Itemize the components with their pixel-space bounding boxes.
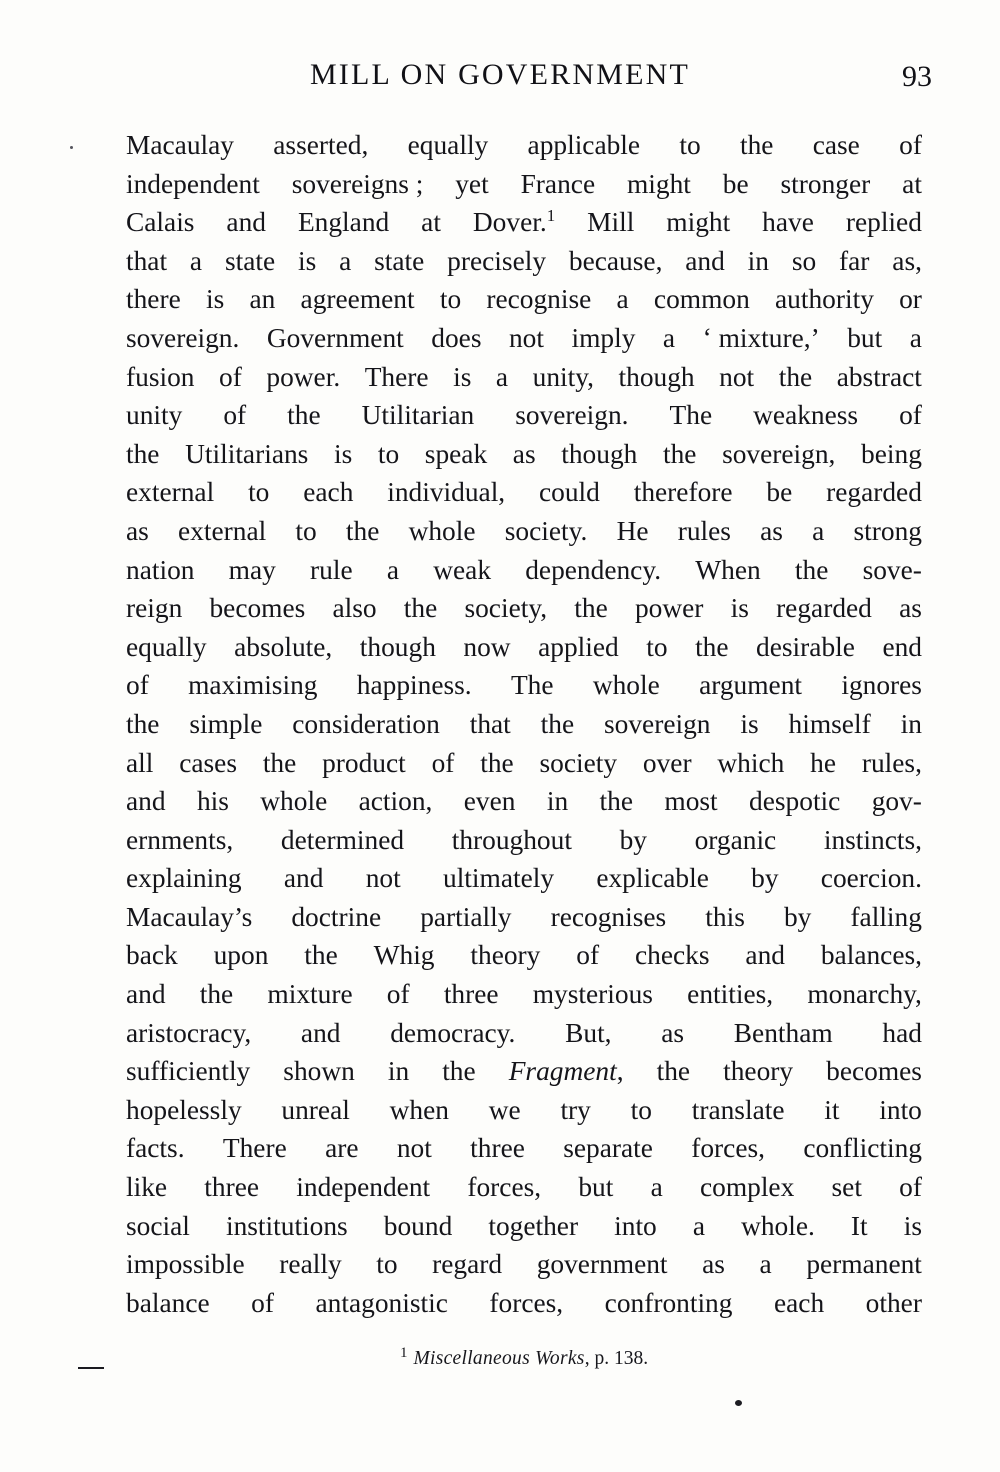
footnote-title: Miscellaneous Works [413, 1348, 585, 1369]
text-line: there is an agreement to recognise a common authority or [126, 284, 922, 315]
text-line: facts. There are not three separate forces, conflicting [126, 1133, 922, 1164]
text-line: and his whole action, even in the most despotic gov- [126, 786, 922, 817]
text-line: the Utilitarians is to speak as though the sovereign, being [126, 438, 922, 469]
text-line: and the mixture of three mysterious entities, monarchy, [126, 979, 922, 1010]
text-line: Macaulay asserted, equally applicable to the case of [126, 130, 922, 160]
text-line: sovereign. Government does not imply a ‘ mixture,’ but a [126, 322, 922, 353]
text-line: social institutions bound together into a whole. It is [126, 1210, 922, 1241]
footnote-marker: 1 [546, 206, 556, 226]
page-speck-left [70, 146, 73, 149]
text-line-with-footnote-marker: Calais and England at Dover.$^1$ Mill might have replied [126, 206, 922, 238]
text-line: hopelessly unreal when we try to translate it into [126, 1094, 922, 1125]
text-line: that a state is a state precisely because, and in so far as, [126, 245, 922, 276]
page-header [0, 58, 1000, 98]
text-line: aristocracy, and democracy. But, as Bentham had [126, 1017, 922, 1048]
text-line: external to each individual, could therefore be regarded [126, 477, 922, 508]
text-line: explaining and not ultimately explicable by coercion. [126, 863, 922, 894]
text-line: like three independent forces, but a complex set of [126, 1172, 922, 1203]
text-line: Macaulay’s doctrine partially recognises this by falling [126, 901, 922, 932]
running-head: MILL ON GOVERNMENT [309, 58, 691, 91]
italic-work-title: Fragment [508, 1056, 617, 1087]
text-line: back upon the Whig theory of checks and balances, [126, 940, 922, 971]
text-line: impossible really to regard government as a permanent [126, 1249, 922, 1280]
text-line: independent sovereigns ; yet France might be stronger at [126, 168, 922, 199]
page-speck-bottom [735, 1400, 742, 1406]
footnote-number: 1 [399, 1344, 408, 1361]
text-line: as external to the whole society. He rules as a strong [126, 515, 922, 546]
text-line: fusion of power. There is a unity, though not the abstract [126, 361, 922, 392]
text-line: all cases the product of the society over which he rules, [126, 747, 922, 778]
text-line: equally absolute, though now applied to the desirable end [126, 631, 922, 662]
text-line: of maximising happiness. The whole argument ignores [126, 670, 922, 701]
text-line: nation may rule a weak dependency. When the sove- [126, 554, 922, 585]
text-line-with-italic-title: sufficiently shown in the Fragment, the theory becomes [126, 1056, 922, 1087]
text-line: reign becomes also the society, the power is regarded as [126, 593, 922, 624]
text-line: the simple consideration that the sovereign is himself in [126, 708, 922, 739]
text-line: balance of antagonistic forces, confronting each other [126, 1287, 922, 1318]
text-line: unity of the Utilitarian sovereign. The weakness of [126, 400, 922, 431]
footnote-separator [78, 1367, 104, 1369]
footnote-reference: , p. 138. [584, 1348, 649, 1369]
footnote [126, 1344, 922, 1370]
text-line: ernments, determined throughout by organic instincts, [126, 824, 922, 855]
page-number: 93 [902, 60, 932, 93]
body-text [126, 126, 922, 1322]
